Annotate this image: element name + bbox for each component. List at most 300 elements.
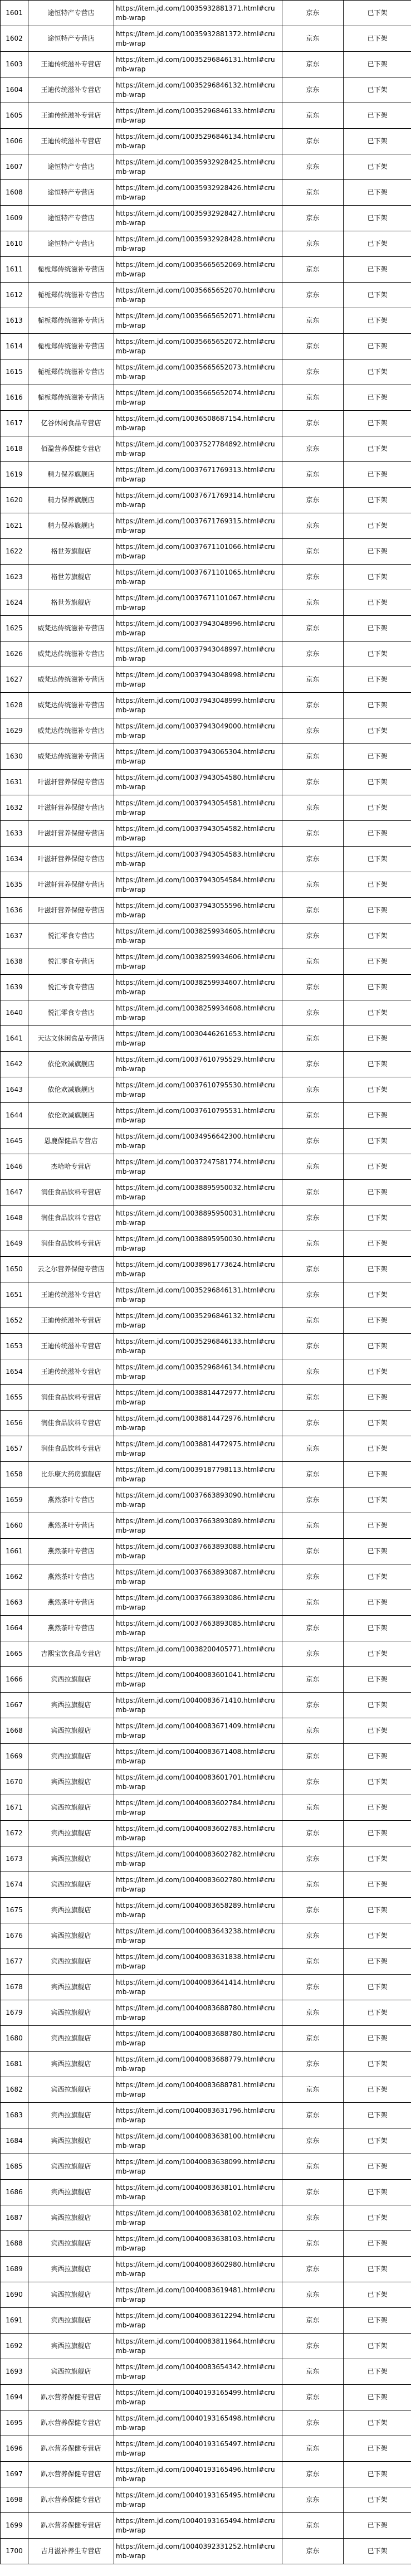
product-url: https://item.jd.com/10038961773624.html#crumb-wrap (114, 1257, 282, 1282)
table-row (1, 2180, 411, 2205)
platform-name: 京东 (282, 359, 344, 385)
listing-status: 已下架 (344, 1231, 411, 1257)
table-row (1, 1385, 411, 1411)
row-number: 1661 (1, 1539, 28, 1564)
platform-name: 京东 (282, 1180, 344, 1206)
product-url: https://item.jd.com/10038259934608.html#crumb-wrap (114, 1000, 282, 1026)
product-url: https://item.jd.com/10035665652071.html#crumb-wrap (114, 308, 282, 334)
platform-name: 京东 (282, 1590, 344, 1616)
table-row (1, 1334, 411, 1359)
product-url: https://item.jd.com/10040083601701.html#crumb-wrap (114, 1770, 282, 1795)
row-number: 1660 (1, 1513, 28, 1539)
table-row (1, 1, 411, 26)
table-row (1, 1744, 411, 1770)
row-number: 1613 (1, 308, 28, 334)
product-url: https://item.jd.com/10037943049000.html#crumb-wrap (114, 718, 282, 744)
table-row (1, 2513, 411, 2539)
platform-name: 京东 (282, 334, 344, 359)
platform-name: 京东 (282, 2154, 344, 2180)
platform-name: 京东 (282, 231, 344, 257)
product-url: https://item.jd.com/10035296846132.html#crumb-wrap (114, 1308, 282, 1334)
platform-name: 京东 (282, 1385, 344, 1411)
product-url: https://item.jd.com/10035665652070.html#crumb-wrap (114, 283, 282, 308)
listing-status: 已下架 (344, 1026, 411, 1052)
listing-status: 已下架 (344, 283, 411, 308)
listing-status: 已下架 (344, 2462, 411, 2487)
shop-name: 王迪传统滋补专营店 (28, 129, 114, 154)
listing-status: 已下架 (344, 52, 411, 77)
table-row (1, 1923, 411, 1949)
platform-name: 京东 (282, 2257, 344, 2282)
listing-status: 已下架 (344, 616, 411, 641)
shop-name: 佰盈营养保健专营店 (28, 436, 114, 462)
product-url: https://item.jd.com/10037663893087.html#crumb-wrap (114, 1564, 282, 1590)
product-url: https://item.jd.com/10038895950031.html#crumb-wrap (114, 1206, 282, 1231)
platform-name: 京东 (282, 154, 344, 180)
table-row (1, 1821, 411, 1846)
shop-name: 悦汇零食专营店 (28, 1000, 114, 1026)
platform-name: 京东 (282, 1846, 344, 1872)
platform-name: 京东 (282, 667, 344, 693)
product-url: https://item.jd.com/10037943054580.html#crumb-wrap (114, 770, 282, 795)
product-url: https://item.jd.com/10040083688781.html#crumb-wrap (114, 2077, 282, 2103)
row-number: 1659 (1, 1488, 28, 1513)
listing-status: 已下架 (344, 1, 411, 26)
product-url: https://item.jd.com/10036508687154.html#crumb-wrap (114, 411, 282, 436)
shop-name: 叶滋轩营养保健专营店 (28, 821, 114, 847)
product-url: https://item.jd.com/10040083612294.html#crumb-wrap (114, 2308, 282, 2334)
row-number: 1643 (1, 1077, 28, 1103)
product-url: https://item.jd.com/10040083688779.html#crumb-wrap (114, 2052, 282, 2077)
listing-status: 已下架 (344, 1564, 411, 1590)
platform-name: 京东 (282, 744, 344, 770)
shop-name: 宾西拉旗舰店 (28, 1795, 114, 1821)
shop-name: 叶滋轩营养保健专营店 (28, 872, 114, 898)
product-url: https://item.jd.com/10040083631838.html#crumb-wrap (114, 1949, 282, 1975)
shop-name: 精力保养旗舰店 (28, 462, 114, 488)
listing-status: 已下架 (344, 2103, 411, 2128)
product-url: https://item.jd.com/10038259934605.html#crumb-wrap (114, 924, 282, 949)
listing-status: 已下架 (344, 2000, 411, 2026)
table-row (1, 488, 411, 513)
shop-name: 宾西拉旗舰店 (28, 2154, 114, 2180)
shop-name: 精力保养旗舰店 (28, 513, 114, 539)
listing-status: 已下架 (344, 1846, 411, 1872)
table-row (1, 2410, 411, 2436)
shop-name: 宾西拉旗舰店 (28, 1770, 114, 1795)
shop-name: 威梵达传统滋补专营店 (28, 744, 114, 770)
row-number: 1601 (1, 1, 28, 26)
shop-name: 王迪传统滋补专营店 (28, 52, 114, 77)
platform-name: 京东 (282, 1616, 344, 1641)
shop-name: 恩鹿保健品专营店 (28, 1129, 114, 1154)
product-url: https://item.jd.com/10037943048996.html#crumb-wrap (114, 616, 282, 641)
platform-name: 京东 (282, 1231, 344, 1257)
row-number: 1608 (1, 180, 28, 206)
row-number: 1655 (1, 1385, 28, 1411)
shop-name: 王迪传统滋补专营店 (28, 1308, 114, 1334)
platform-name: 京东 (282, 1488, 344, 1513)
shop-name: 途恒特产专营店 (28, 180, 114, 206)
shop-name: 叶滋轩营养保健专营店 (28, 795, 114, 821)
platform-name: 京东 (282, 462, 344, 488)
row-number: 1682 (1, 2077, 28, 2103)
shop-name: 趴水营养保健专营店 (28, 2410, 114, 2436)
platform-name: 京东 (282, 1359, 344, 1385)
row-number: 1690 (1, 2282, 28, 2308)
listing-status: 已下架 (344, 103, 411, 129)
row-number: 1700 (1, 2539, 28, 2564)
table-row (1, 2308, 411, 2334)
table-row (1, 1000, 411, 1026)
platform-name: 京东 (282, 513, 344, 539)
listing-status: 已下架 (344, 539, 411, 565)
listing-status: 已下架 (344, 1616, 411, 1641)
product-url: https://item.jd.com/10037610795529.html#crumb-wrap (114, 1052, 282, 1077)
shop-name: 比乐康大药房旗舰店 (28, 1462, 114, 1488)
table-row (1, 590, 411, 616)
product-url: https://item.jd.com/10040083602780.html#crumb-wrap (114, 1872, 282, 1898)
shop-name: 王迪传统滋补专营店 (28, 1334, 114, 1359)
row-number: 1644 (1, 1103, 28, 1129)
product-url: https://item.jd.com/10037671101067.html#crumb-wrap (114, 590, 282, 616)
listing-status: 已下架 (344, 154, 411, 180)
table-row (1, 1052, 411, 1077)
platform-name: 京东 (282, 641, 344, 667)
row-number: 1653 (1, 1334, 28, 1359)
row-number: 1680 (1, 2026, 28, 2052)
shop-name: 叶滋轩营养保健专营店 (28, 898, 114, 924)
platform-name: 京东 (282, 1103, 344, 1129)
listing-status: 已下架 (344, 1154, 411, 1180)
row-number: 1691 (1, 2308, 28, 2334)
product-url: https://item.jd.com/10035932928426.html#crumb-wrap (114, 180, 282, 206)
product-url: https://item.jd.com/10040193165497.html#crumb-wrap (114, 2436, 282, 2462)
table-row (1, 1488, 411, 1513)
product-url: https://item.jd.com/10040083654342.html#crumb-wrap (114, 2359, 282, 2385)
listing-status: 已下架 (344, 1641, 411, 1667)
product-url: https://item.jd.com/10035932928428.html#crumb-wrap (114, 231, 282, 257)
platform-name: 京东 (282, 1308, 344, 1334)
shop-name: 宾西拉旗舰店 (28, 1975, 114, 2000)
listing-status: 已下架 (344, 1667, 411, 1693)
row-number: 1626 (1, 641, 28, 667)
platform-name: 京东 (282, 129, 344, 154)
shop-name: 宾西拉旗舰店 (28, 1898, 114, 1923)
product-url: https://item.jd.com/10040083602784.html#crumb-wrap (114, 1795, 282, 1821)
table-row (1, 1257, 411, 1282)
shop-name: 宾西拉旗舰店 (28, 2026, 114, 2052)
row-number: 1675 (1, 1898, 28, 1923)
product-url: https://item.jd.com/10040392331252.html#crumb-wrap (114, 2539, 282, 2564)
listing-status: 已下架 (344, 1206, 411, 1231)
table-row (1, 2103, 411, 2128)
listing-status: 已下架 (344, 513, 411, 539)
listing-status: 已下架 (344, 1385, 411, 1411)
table-row (1, 1077, 411, 1103)
shop-name: 依伦欢减旗舰店 (28, 1077, 114, 1103)
row-number: 1693 (1, 2359, 28, 2385)
listing-status: 已下架 (344, 1923, 411, 1949)
platform-name: 京东 (282, 795, 344, 821)
table-row (1, 2436, 411, 2462)
row-number: 1639 (1, 975, 28, 1000)
product-url: https://item.jd.com/10040193165499.html#crumb-wrap (114, 2385, 282, 2410)
product-url: https://item.jd.com/10040083601041.html#crumb-wrap (114, 1667, 282, 1693)
listing-status: 已下架 (344, 1590, 411, 1616)
platform-name: 京东 (282, 2205, 344, 2231)
product-url: https://item.jd.com/10040083631796.html#crumb-wrap (114, 2103, 282, 2128)
row-number: 1611 (1, 257, 28, 283)
row-number: 1633 (1, 821, 28, 847)
product-url: https://item.jd.com/10040083688780.html#crumb-wrap (114, 2000, 282, 2026)
table-row (1, 744, 411, 770)
platform-name: 京东 (282, 1821, 344, 1846)
platform-name: 京东 (282, 1975, 344, 2000)
product-url: https://item.jd.com/10037663893089.html#crumb-wrap (114, 1513, 282, 1539)
table-row (1, 667, 411, 693)
platform-name: 京东 (282, 1129, 344, 1154)
row-number: 1684 (1, 2128, 28, 2154)
product-url: https://item.jd.com/10040083671408.html#crumb-wrap (114, 1744, 282, 1770)
table-row (1, 2539, 411, 2564)
table-row (1, 257, 411, 283)
product-url: https://item.jd.com/10038259934606.html#crumb-wrap (114, 949, 282, 975)
row-number: 1677 (1, 1949, 28, 1975)
row-number: 1651 (1, 1282, 28, 1308)
table-row (1, 1846, 411, 1872)
row-number: 1698 (1, 2487, 28, 2513)
product-url: https://item.jd.com/10040193165494.html#crumb-wrap (114, 2513, 282, 2539)
product-url: https://item.jd.com/10037247581774.html#crumb-wrap (114, 1154, 282, 1180)
row-number: 1658 (1, 1462, 28, 1488)
listing-status: 已下架 (344, 77, 411, 103)
listing-status: 已下架 (344, 2359, 411, 2385)
listing-status: 已下架 (344, 129, 411, 154)
row-number: 1605 (1, 103, 28, 129)
row-number: 1683 (1, 2103, 28, 2128)
shop-name: 宾西拉旗舰店 (28, 1872, 114, 1898)
platform-name: 京东 (282, 1923, 344, 1949)
row-number: 1629 (1, 718, 28, 744)
platform-name: 京东 (282, 693, 344, 718)
shop-name: 润佳食品饮料专营店 (28, 1180, 114, 1206)
product-url: https://item.jd.com/10035296846134.html#crumb-wrap (114, 129, 282, 154)
platform-name: 京东 (282, 590, 344, 616)
platform-name: 京东 (282, 1334, 344, 1359)
shop-name: 吉熙宝饮食品专营店 (28, 1641, 114, 1667)
row-number: 1612 (1, 283, 28, 308)
product-url: https://item.jd.com/10035665652073.html#crumb-wrap (114, 359, 282, 385)
platform-name: 京东 (282, 436, 344, 462)
row-number: 1692 (1, 2334, 28, 2359)
listing-status: 已下架 (344, 1436, 411, 1462)
listing-status: 已下架 (344, 359, 411, 385)
table-row (1, 821, 411, 847)
product-url: https://item.jd.com/10040193165496.html#crumb-wrap (114, 2462, 282, 2487)
platform-name: 京东 (282, 847, 344, 872)
shop-name: 燕然茶叶专营店 (28, 1564, 114, 1590)
row-number: 1638 (1, 949, 28, 975)
listing-status: 已下架 (344, 2513, 411, 2539)
platform-name: 京东 (282, 565, 344, 590)
row-number: 1654 (1, 1359, 28, 1385)
listing-status: 已下架 (344, 2385, 411, 2410)
row-number: 1674 (1, 1872, 28, 1898)
listing-status: 已下架 (344, 693, 411, 718)
platform-name: 京东 (282, 2308, 344, 2334)
row-number: 1699 (1, 2513, 28, 2539)
platform-name: 京东 (282, 488, 344, 513)
listing-status: 已下架 (344, 1129, 411, 1154)
product-url: https://item.jd.com/10038814472975.html#crumb-wrap (114, 1436, 282, 1462)
table-row (1, 616, 411, 641)
table-row (1, 2359, 411, 2385)
product-url: https://item.jd.com/10040083602782.html#crumb-wrap (114, 1846, 282, 1872)
row-number: 1664 (1, 1616, 28, 1641)
product-url: https://item.jd.com/10040193165498.html#crumb-wrap (114, 2410, 282, 2436)
product-url: https://item.jd.com/10037663893086.html#crumb-wrap (114, 1590, 282, 1616)
listing-status: 已下架 (344, 488, 411, 513)
listing-status: 已下架 (344, 641, 411, 667)
listing-status: 已下架 (344, 565, 411, 590)
product-url: https://item.jd.com/10040083638099.html#crumb-wrap (114, 2154, 282, 2180)
shop-name: 燕然茶叶专营店 (28, 1590, 114, 1616)
platform-name: 京东 (282, 1718, 344, 1744)
row-number: 1697 (1, 2462, 28, 2487)
row-number: 1625 (1, 616, 28, 641)
row-number: 1681 (1, 2052, 28, 2077)
shop-name: 宾西拉旗舰店 (28, 2103, 114, 2128)
row-number: 1641 (1, 1026, 28, 1052)
listing-status: 已下架 (344, 821, 411, 847)
product-url: https://item.jd.com/10030446261653.html#crumb-wrap (114, 1026, 282, 1052)
product-url: https://item.jd.com/10040083638100.html#crumb-wrap (114, 2128, 282, 2154)
table-row (1, 1590, 411, 1616)
table-row (1, 513, 411, 539)
row-number: 1607 (1, 154, 28, 180)
row-number: 1687 (1, 2205, 28, 2231)
shop-name: 润佳食品饮料专营店 (28, 1385, 114, 1411)
row-number: 1604 (1, 77, 28, 103)
platform-name: 京东 (282, 1000, 344, 1026)
platform-name: 京东 (282, 1282, 344, 1308)
platform-name: 京东 (282, 2462, 344, 2487)
platform-name: 京东 (282, 975, 344, 1000)
listing-status: 已下架 (344, 1795, 411, 1821)
listing-status: 已下架 (344, 898, 411, 924)
platform-name: 京东 (282, 1539, 344, 1564)
row-number: 1635 (1, 872, 28, 898)
platform-name: 京东 (282, 718, 344, 744)
shop-name: 宾西拉旗舰店 (28, 1923, 114, 1949)
row-number: 1640 (1, 1000, 28, 1026)
platform-name: 京东 (282, 2436, 344, 2462)
platform-name: 京东 (282, 1770, 344, 1795)
product-url: https://item.jd.com/10035296846133.html#crumb-wrap (114, 103, 282, 129)
shop-name: 宾西拉旗舰店 (28, 2334, 114, 2359)
table-row (1, 231, 411, 257)
row-number: 1649 (1, 1231, 28, 1257)
table-row (1, 334, 411, 359)
table-row (1, 26, 411, 52)
shop-name: 栀栀郑传统滋补专营店 (28, 334, 114, 359)
table-row (1, 1616, 411, 1641)
table-row (1, 949, 411, 975)
table-row (1, 2385, 411, 2410)
product-url: https://item.jd.com/10037943065304.html#crumb-wrap (114, 744, 282, 770)
product-url: https://item.jd.com/10038259934607.html#crumb-wrap (114, 975, 282, 1000)
platform-name: 京东 (282, 2128, 344, 2154)
product-url: https://item.jd.com/10037610795531.html#crumb-wrap (114, 1103, 282, 1129)
listing-status: 已下架 (344, 847, 411, 872)
product-url: https://item.jd.com/10037943054582.html#crumb-wrap (114, 821, 282, 847)
platform-name: 京东 (282, 180, 344, 206)
shop-name: 途恒特产专营店 (28, 1, 114, 26)
row-number: 1602 (1, 26, 28, 52)
product-url: https://item.jd.com/10037943048999.html#crumb-wrap (114, 693, 282, 718)
listing-status: 已下架 (344, 257, 411, 283)
row-number: 1647 (1, 1180, 28, 1206)
listing-status: 已下架 (344, 949, 411, 975)
listing-status: 已下架 (344, 2205, 411, 2231)
table-row (1, 1949, 411, 1975)
product-url: https://item.jd.com/10040083602783.html#crumb-wrap (114, 1821, 282, 1846)
platform-name: 京东 (282, 103, 344, 129)
shop-name: 途恒特产专营店 (28, 154, 114, 180)
shop-name: 吉月滋补养生专营店 (28, 2539, 114, 2564)
table-row (1, 795, 411, 821)
product-url: https://item.jd.com/10037671769315.html#crumb-wrap (114, 513, 282, 539)
platform-name: 京东 (282, 52, 344, 77)
shop-name: 威梵达传统滋补专营店 (28, 616, 114, 641)
table-row (1, 1513, 411, 1539)
product-url: https://item.jd.com/10037943054583.html#crumb-wrap (114, 847, 282, 872)
listing-status: 已下架 (344, 26, 411, 52)
shop-name: 栀栀郑传统滋补专营店 (28, 308, 114, 334)
platform-name: 京东 (282, 2539, 344, 2564)
product-url: https://item.jd.com/10040083688780.html#crumb-wrap (114, 2026, 282, 2052)
row-number: 1668 (1, 1718, 28, 1744)
table-row (1, 641, 411, 667)
table-row (1, 1718, 411, 1744)
row-number: 1623 (1, 565, 28, 590)
shop-name: 王迪传统滋补专营店 (28, 103, 114, 129)
product-url: https://item.jd.com/10037943055596.html#crumb-wrap (114, 898, 282, 924)
row-number: 1636 (1, 898, 28, 924)
shop-name: 杰哈哈专营店 (28, 1154, 114, 1180)
product-url: https://item.jd.com/10035932928427.html#crumb-wrap (114, 206, 282, 231)
shop-name: 格世芳旗舰店 (28, 539, 114, 565)
product-url: https://item.jd.com/10035932881371.html#crumb-wrap (114, 1, 282, 26)
table-row (1, 1667, 411, 1693)
table-row (1, 206, 411, 231)
shop-name: 趴水营养保健专营店 (28, 2436, 114, 2462)
shop-name: 悦汇零食专营店 (28, 949, 114, 975)
table-row (1, 1872, 411, 1898)
product-url: https://item.jd.com/10038200405771.html#crumb-wrap (114, 1641, 282, 1667)
listing-status: 已下架 (344, 1077, 411, 1103)
listing-status: 已下架 (344, 1975, 411, 2000)
listing-status: 已下架 (344, 1411, 411, 1436)
platform-name: 京东 (282, 2103, 344, 2128)
listing-status: 已下架 (344, 2077, 411, 2103)
row-number: 1609 (1, 206, 28, 231)
row-number: 1656 (1, 1411, 28, 1436)
shop-name: 宾西拉旗舰店 (28, 2282, 114, 2308)
table-row (1, 975, 411, 1000)
product-url: https://item.jd.com/10035296846134.html#crumb-wrap (114, 1359, 282, 1385)
